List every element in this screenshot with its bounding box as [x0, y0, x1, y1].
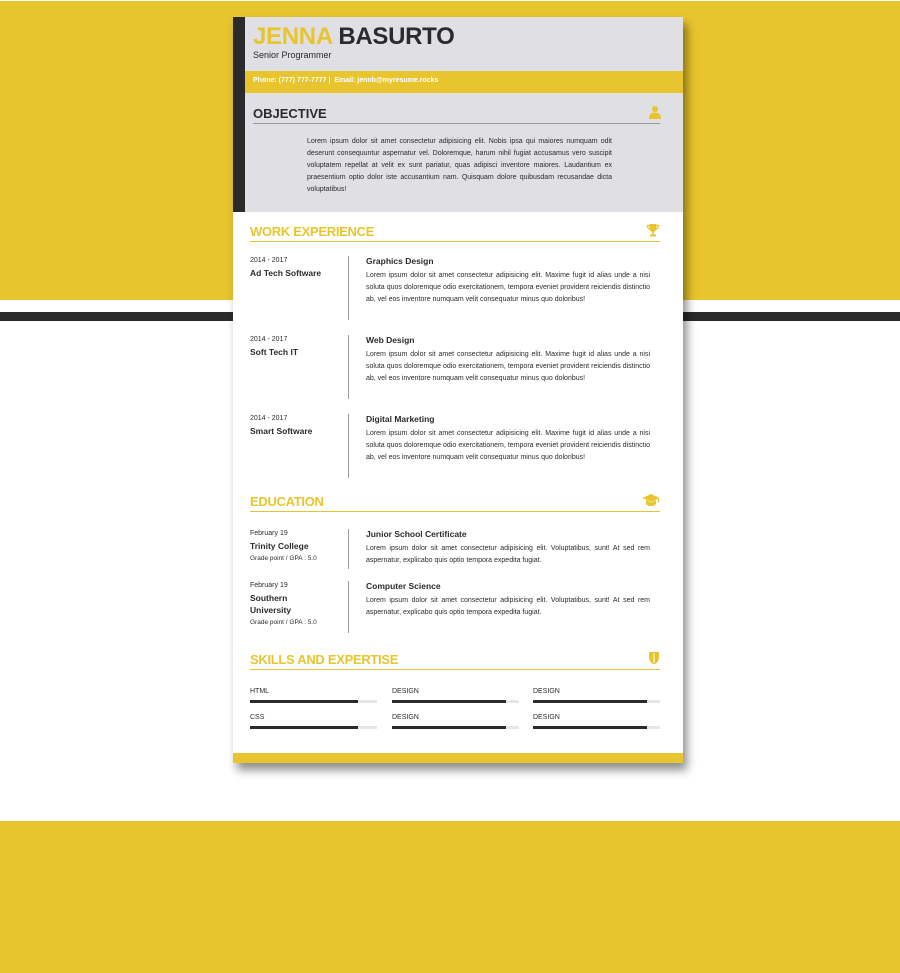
skill-item	[250, 688, 377, 708]
skill-item	[392, 688, 519, 708]
work-role: Graphics Design	[366, 256, 434, 266]
skill-item	[533, 688, 660, 708]
graduation-cap-icon	[642, 493, 660, 507]
objective-section	[245, 93, 683, 212]
side-accent-bar	[233, 17, 245, 212]
work-entry-body	[366, 414, 650, 464]
resume-header	[245, 17, 683, 71]
education-entry-body	[366, 529, 650, 567]
education-entry	[250, 529, 660, 569]
work-entry-body	[366, 335, 650, 385]
contact-line	[253, 77, 438, 84]
work-date: 2014 - 2017	[250, 415, 288, 422]
education-entry	[250, 581, 660, 633]
education-school: Trinity College	[250, 541, 309, 551]
education-entry-meta	[250, 529, 342, 562]
last-name: BASURTO	[338, 23, 455, 50]
work-date: 2014 - 2017	[250, 336, 288, 343]
education-school: Southern University	[250, 593, 292, 615]
skill-bar-track	[533, 700, 660, 703]
skill-item	[250, 714, 377, 734]
skill-bar-track	[392, 700, 519, 703]
work-entry	[250, 414, 660, 478]
objective-divider	[253, 123, 660, 124]
work-entry	[250, 335, 660, 399]
resume-sheet	[233, 17, 683, 763]
education-date: February 19	[250, 582, 288, 589]
education-description: Lorem ipsum dolor sit amet consectetur adipisicing elit. Voluptatibus, sunt! At sed rem aspernatur, explicabo quis optio tempora expedita fugiat.	[366, 597, 650, 616]
job-title: Senior Programmer	[253, 50, 332, 60]
skill-item	[392, 714, 519, 734]
work-entry-meta	[250, 256, 342, 279]
skills-header	[250, 651, 660, 670]
skill-bar-fill	[250, 700, 358, 703]
education-header	[250, 493, 660, 512]
timeline-divider	[348, 256, 349, 320]
work-role: Digital Marketing	[366, 414, 435, 424]
work-description: Lorem ipsum dolor sit amet consectetur adipisicing elit. Maxime fugit id alias unde a nisi soluta quos doloremque odio exercitationem, tempora eveniet provident reiciendis distinctio ab, vel eos inventore numquam velit consequatur minus quo doloribus!	[366, 351, 650, 382]
work-entry	[250, 256, 660, 320]
skill-label: DESIGN	[392, 688, 419, 695]
skill-bar-track	[250, 726, 377, 729]
background-band-bottom	[0, 821, 900, 973]
work-entry-body	[366, 256, 650, 306]
skill-bar-fill	[250, 726, 358, 729]
timeline-divider	[348, 529, 349, 569]
education-entry-body	[366, 581, 650, 619]
objective-heading: OBJECTIVE	[253, 106, 327, 121]
skill-bar-track	[392, 726, 519, 729]
education-degree: Computer Science	[366, 581, 441, 591]
skill-bar-track	[533, 726, 660, 729]
footer-accent-bar	[233, 753, 683, 763]
work-description: Lorem ipsum dolor sit amet consectetur adipisicing elit. Maxime fugit id alias unde a nisi soluta quos doloremque odio exercitationem, tempora eveniet provident reiciendis distinctio ab, vel eos inventore numquam velit consequatur minus quo doloribus!	[366, 272, 650, 303]
work-date: 2014 - 2017	[250, 257, 288, 264]
skill-label: DESIGN	[533, 688, 560, 695]
work-company: Ad Tech Software	[250, 268, 322, 278]
skill-label: CSS	[250, 714, 265, 721]
education-gpa: Grade point / GPA : 5.0	[250, 555, 317, 562]
full-name	[253, 23, 454, 51]
timeline-divider	[348, 335, 349, 399]
timeline-divider	[348, 414, 349, 478]
skill-bar-track	[250, 700, 377, 703]
education-heading: EDUCATION	[250, 494, 324, 509]
skills-heading: SKILLS AND EXPERTISE	[250, 652, 399, 667]
work-entry-meta	[250, 414, 342, 437]
contact-separator: |	[326, 77, 335, 84]
email-link[interactable]: Email: jennb@myresume.rocks	[334, 77, 439, 84]
contact-bar	[245, 71, 683, 93]
skill-bar-fill	[392, 726, 506, 729]
skill-bar-fill	[533, 700, 647, 703]
work-company: Smart Software	[250, 426, 313, 436]
work-experience-header	[250, 223, 660, 242]
phone-text: Phone: (777) 777-7777	[253, 77, 327, 84]
first-name: JENNA	[253, 23, 332, 50]
work-experience-heading: WORK EXPERIENCE	[250, 224, 375, 239]
skill-item	[533, 714, 660, 734]
education-description: Lorem ipsum dolor sit amet consectetur adipisicing elit. Voluptatibus, sunt! At sed rem aspernatur, explicabo quis optio tempora expedita fugiat.	[366, 545, 650, 564]
skill-label: HTML	[250, 688, 270, 695]
education-gpa: Grade point / GPA : 5.0	[250, 619, 317, 626]
user-icon	[649, 105, 661, 119]
objective-text: Lorem ipsum dolor sit amet consectetur adipisicing elit. Nobis ipsa qui maiores numquam odit deserunt consequuntur aspernatur vel. Doloremque, harum nihil fugiat accusamus vero suscipit voluptatem repellat at velit ex sunt pariatur, quas adipisci inventore maiores. Laudantium ex praesentium optio dolor iste accusantium nam. Quisquam dolore quibusdam recusandae dicta voluptatibus!	[307, 138, 612, 193]
trophy-icon	[646, 223, 660, 237]
timeline-divider	[348, 581, 349, 633]
work-entry-meta	[250, 335, 342, 358]
work-description: Lorem ipsum dolor sit amet consectetur adipisicing elit. Maxime fugit id alias unde a nisi soluta quos doloremque odio exercitationem, tempora eveniet provident reiciendis distinctio ab, vel eos inventore numquam velit consequatur minus quo doloribus!	[366, 430, 650, 461]
education-degree: Junior School Certificate	[366, 529, 467, 539]
shield-icon	[648, 651, 660, 665]
education-entry-meta	[250, 581, 330, 626]
work-company: Soft Tech IT	[250, 347, 299, 357]
work-role: Web Design	[366, 335, 415, 345]
skill-label: DESIGN	[392, 714, 419, 721]
skill-bar-fill	[392, 700, 506, 703]
education-date: February 19	[250, 530, 288, 537]
skill-bar-fill	[533, 726, 647, 729]
skill-label: DESIGN	[533, 714, 560, 721]
